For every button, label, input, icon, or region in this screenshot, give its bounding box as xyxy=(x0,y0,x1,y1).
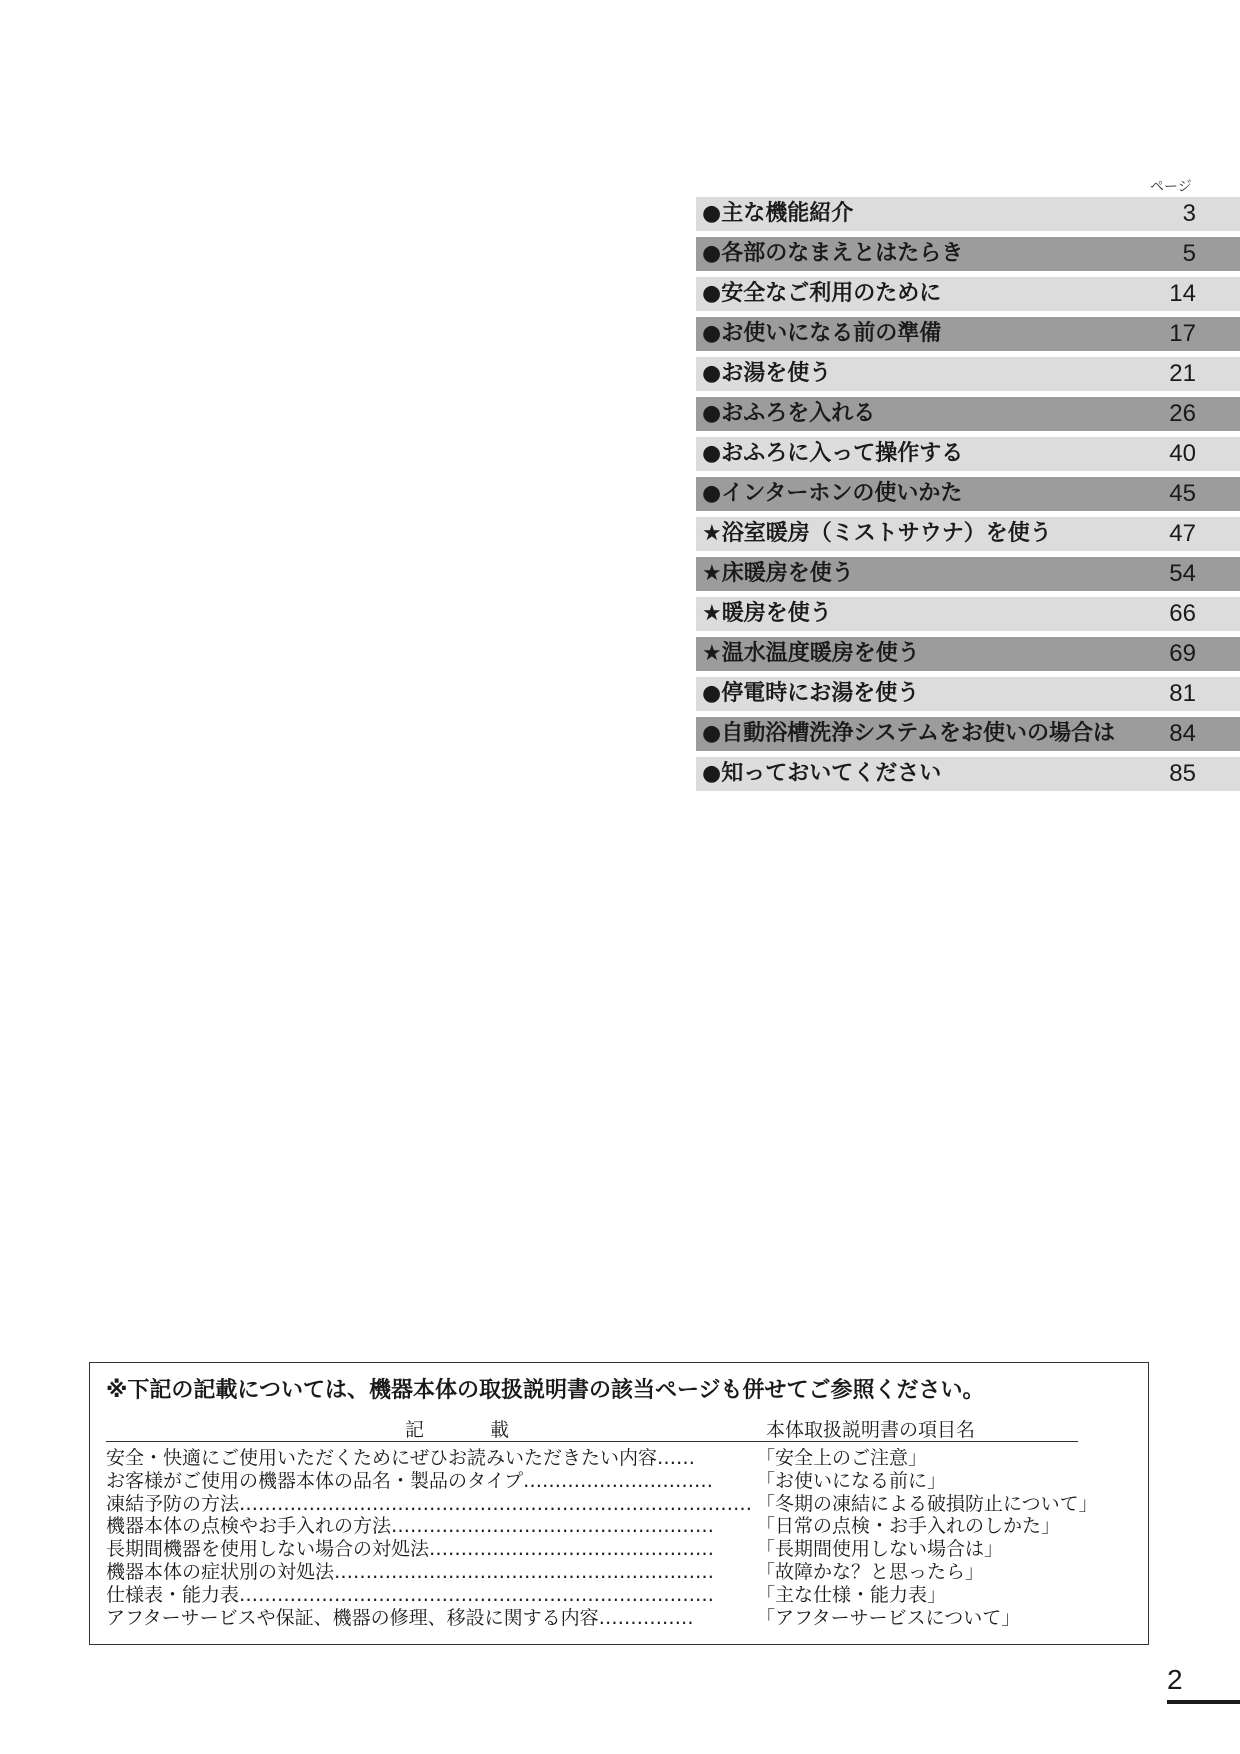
toc-item-title: ★床暖房を使う xyxy=(702,561,854,586)
item-manual-reference: 「冬期の凍結による破損防止について」 xyxy=(756,1492,1098,1515)
item-description: 安全・快適にご使用いただくためにぜひお読みいただきたい内容…… xyxy=(106,1447,696,1469)
toc-item[interactable] xyxy=(696,597,1240,631)
toc-item-page: 5 xyxy=(1182,240,1196,267)
toc-item[interactable] xyxy=(696,437,1240,471)
toc-item[interactable] xyxy=(696,197,1240,231)
toc-item-title: ★暖房を使う xyxy=(702,601,832,626)
toc-item[interactable] xyxy=(696,637,1240,671)
toc-item[interactable] xyxy=(696,317,1240,351)
toc-item-title: ●自動浴槽洗浄システムをお使いの場合は xyxy=(702,721,1115,746)
notice-title: ※下記の記載については、機器本体の取扱説明書の該当ページも併せてご参照ください。 xyxy=(106,1378,985,1403)
toc-item[interactable] xyxy=(696,757,1240,791)
list-item xyxy=(106,1515,1136,1538)
table-of-contents xyxy=(696,197,1240,797)
item-manual-reference: 「故障かな？と思ったら」 xyxy=(756,1560,985,1583)
toc-item-title: ●停電時にお湯を使う xyxy=(702,681,920,706)
toc-item-page: 3 xyxy=(1182,200,1196,227)
toc-item-page: 26 xyxy=(1169,400,1196,427)
item-description: 長期間機器を使用しない場合の対処法……………………………………… xyxy=(106,1538,715,1561)
toc-item-title: ●知っておいてください xyxy=(702,761,942,786)
toc-item-title: ●おふろに入って操作する xyxy=(702,441,964,466)
item-description: お客様がご使用の機器本体の品名・製品のタイプ………………………… xyxy=(106,1469,714,1492)
toc-item[interactable] xyxy=(696,277,1240,311)
toc-item[interactable] xyxy=(696,477,1240,511)
toc-item-page: 47 xyxy=(1169,520,1196,547)
toc-item-page: 69 xyxy=(1169,640,1196,667)
toc-item-page: 54 xyxy=(1169,560,1196,587)
toc-item-page: 14 xyxy=(1169,280,1196,307)
list-item xyxy=(106,1447,1136,1470)
column-header-description: 記載 xyxy=(405,1419,576,1441)
list-item xyxy=(106,1584,1136,1607)
item-description: 機器本体の症状別の対処法…………………………………………………… xyxy=(106,1560,715,1583)
list-item xyxy=(106,1538,1136,1561)
toc-item-page: 17 xyxy=(1169,320,1196,347)
toc-item[interactable] xyxy=(696,357,1240,391)
toc-item[interactable] xyxy=(696,677,1240,711)
toc-item-title: ●安全なご利用のために xyxy=(702,281,942,306)
header-divider xyxy=(106,1441,1078,1442)
toc-item[interactable] xyxy=(696,397,1240,431)
list-item xyxy=(106,1607,1136,1630)
item-manual-reference: 「アフターサービスについて」 xyxy=(756,1606,1021,1629)
toc-item-page: 85 xyxy=(1169,760,1196,787)
item-manual-reference: 「お使いになる前に」 xyxy=(756,1469,947,1492)
reference-notice-box xyxy=(89,1362,1149,1645)
list-item xyxy=(106,1561,1136,1584)
toc-item-title: ●インターホンの使いかた xyxy=(702,481,963,506)
item-manual-reference: 「長期間使用しない場合は」 xyxy=(756,1538,1004,1561)
list-item xyxy=(106,1470,1136,1493)
toc-item-title: ★温水温度暖房を使う xyxy=(702,641,920,666)
toc-item-title: ●おふろを入れる xyxy=(702,401,876,426)
toc-item-title: ●お使いになる前の準備 xyxy=(702,321,942,346)
toc-item-page: 40 xyxy=(1169,440,1196,467)
notice-list xyxy=(106,1447,1136,1629)
page-number: 2 xyxy=(1167,1664,1183,1695)
toc-item-page: 21 xyxy=(1169,360,1196,387)
item-description: 凍結予防の方法……………………………………………………………………… xyxy=(106,1492,753,1515)
toc-item[interactable] xyxy=(696,517,1240,551)
item-manual-reference: 「安全上のご注意」 xyxy=(756,1447,928,1469)
item-description: 仕様表・能力表………………………………………………………………… xyxy=(106,1583,715,1606)
item-description: アフターサービスや保証、機器の修理、移設に関する内容…………… xyxy=(106,1606,694,1629)
toc-page-header: ページ xyxy=(1150,179,1192,195)
column-header-manual-item: 本体取扱説明書の項目名 xyxy=(766,1419,976,1441)
toc-item-title: ●主な機能紹介 xyxy=(702,201,854,226)
toc-item[interactable] xyxy=(696,717,1240,751)
item-manual-reference: 「主な仕様・能力表」 xyxy=(756,1583,947,1606)
item-manual-reference: 「日常の点検・お手入れのしかた」 xyxy=(756,1515,1061,1538)
toc-item-page: 66 xyxy=(1169,600,1196,627)
toc-item[interactable] xyxy=(696,557,1240,591)
list-item xyxy=(106,1493,1136,1516)
toc-item-page: 84 xyxy=(1169,720,1196,747)
toc-item-page: 45 xyxy=(1169,480,1196,507)
toc-item-page: 81 xyxy=(1169,680,1196,707)
toc-item-title: ★浴室暖房（ミストサウナ）を使う xyxy=(702,521,1052,546)
page-number-rule xyxy=(1167,1700,1240,1704)
toc-item-title: ●各部のなまえとはたらき xyxy=(702,241,964,266)
item-description: 機器本体の点検やお手入れの方法…………………………………………… xyxy=(106,1515,715,1538)
toc-item-title: ●お湯を使う xyxy=(702,361,832,386)
toc-item[interactable] xyxy=(696,237,1240,271)
